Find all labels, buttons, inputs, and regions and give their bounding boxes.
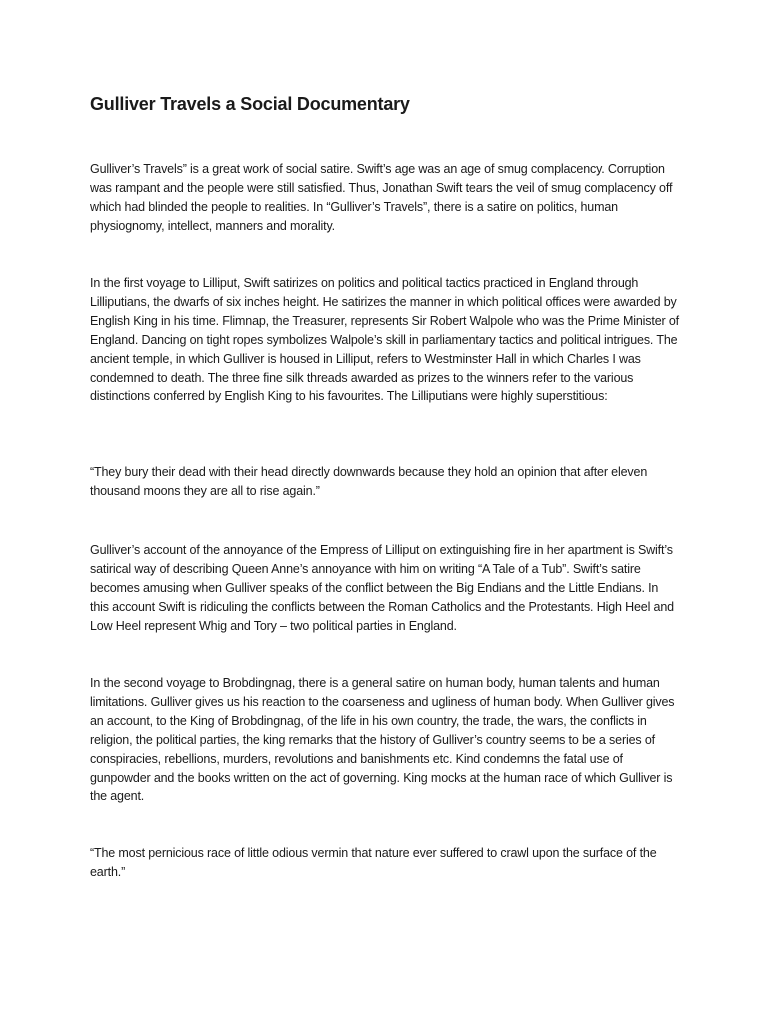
quote-lilliputian-burial: “They bury their dead with their head directly downwards because they hold an opinion that after eleven thousand moons they are all to rise again.” [90,465,648,498]
paragraph-empress-of-lilliput: Gulliver’s account of the annoyance of the Empress of Lilliput on extinguishing fire in her apartment is Swift’s satirical way of describing Queen Anne’s annoyance with him on writing “A Tale of a Tub”. Swift’s satire becomes amusing when Gulliver speaks of the conflict between the Big Endians and the Little Endians. In this account Swift is ridiculing the conflicts between the Roman Catholics and the Protestants. High Heel and Low Heel represent Whig and Tory – two political parties in England. [90,543,674,633]
paragraph-brobdingnag: In the second voyage to Brobdingnag, there is a general satire on human body, human talents and human limitations. Gulliver gives us his reaction to the coarseness and ugliness of human body. When Gulliver gives an account, to the King of Brobdingnag, of the life in his own country, the trade, the wars, the conflicts in religion, the political parties, the king remarks that the history of Gulliver’s country seems to be a series of conspiracies, rebellions, murders, revolutions and banishments etc. Kind condemns the fatal use of gunpowder and the books written on the act of governing. King mocks at the human race of which Gulliver is the agent. [90,676,675,804]
paragraph-lilliput: In the first voyage to Lilliput, Swift satirizes on politics and political tactics practiced in England through Lilliputians, the dwarfs of six inches height. He satirizes the manner in which political offices were awarded by English King in his time. Flimnap, the Treasurer, represents Sir Robert Walpole who was the Prime Minister of England. Dancing on tight ropes symbolizes Walpole’s skill in parliamentary tactics and political intrigues. The ancient temple, in which Gulliver is housed in Lilliput, refers to Westminster Hall in which Charles I was condemned to death. The three fine silk threads awarded as prizes to the winners refer to the various distinctions conferred by English King to his favourites. The Lilliputians were highly superstitious: [90,276,679,404]
quote-odious-vermin: “The most pernicious race of little odious vermin that nature ever suffered to crawl upon the surface of the earth.” [90,846,657,879]
paragraph-introduction: Gulliver’s Travels” is a great work of social satire. Swift’s age was an age of smug complacency. Corruption was rampant and the people were still satisfied. Thus, Jonathan Swift tears the veil of smug complacency off which had blinded the people to realities. In “Gulliver’s Travels”, there is a satire on politics, human physiognomy, intellect, manners and morality. [90,162,673,233]
document-title: Gulliver Travels a Social Documentary [90,94,410,114]
